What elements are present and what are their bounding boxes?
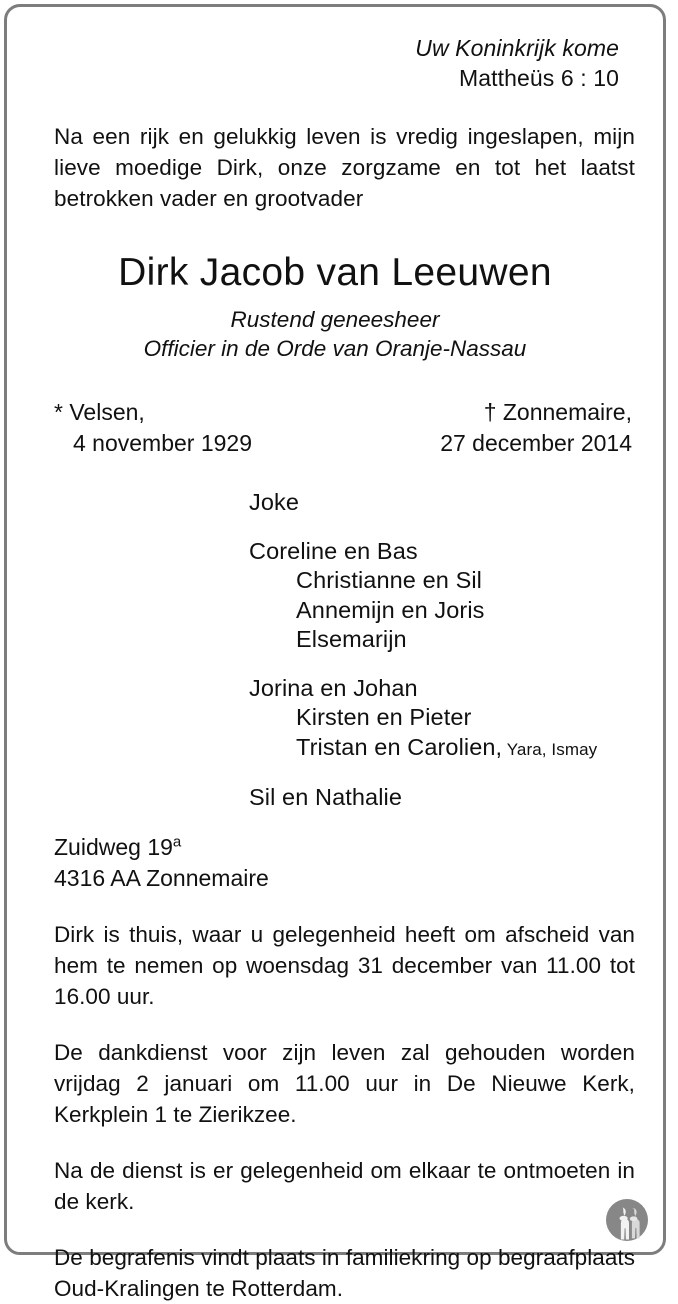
obituary-content bbox=[7, 7, 663, 1301]
family-list bbox=[33, 488, 637, 813]
family-child bbox=[249, 733, 637, 765]
family-child-main: Elsemarijn bbox=[296, 626, 407, 652]
epigraph-quote: Uw Koninkrijk kome bbox=[415, 35, 619, 61]
family-child-main: Christianne en Sil bbox=[296, 567, 482, 593]
death-info bbox=[440, 397, 632, 459]
family-group bbox=[249, 783, 637, 813]
family-child bbox=[249, 703, 637, 733]
notice-service: De dankdienst voor zijn leven zal gehouden worden vrijdag 2 januari om 11.00 uur in De Nieuwe Kerk, Kerkplein 1 te Zierikzee. bbox=[54, 1039, 635, 1127]
death-place: † Zonnemaire, bbox=[483, 399, 632, 425]
family-grandchildren: Yara, Ismay bbox=[502, 739, 598, 759]
epigraph-reference: Mattheüs 6 : 10 bbox=[458, 65, 619, 91]
notice-viewing: Dirk is thuis, waar u gelegenheid heeft om afscheid van hem te nemen op woensdag 31 december van 11.00 tot 16.00 uur. bbox=[54, 921, 635, 1009]
notice-burial: De begrafenis vindt plaats in familiekring op begraafplaats Oud-Kralingen te Rotterdam. bbox=[54, 1244, 635, 1301]
family-group bbox=[249, 537, 637, 655]
notice-gathering: Na de dienst is er gelegenheid om elkaar te ontmoeten in de kerk. bbox=[54, 1157, 635, 1214]
family-child-main: Kirsten en Pieter bbox=[296, 704, 472, 730]
deceased-titles bbox=[33, 305, 637, 363]
address-street-suffix: a bbox=[172, 832, 182, 850]
birth-date: 4 november 1929 bbox=[73, 430, 253, 456]
intro-paragraph: Na een rijk en gelukkig leven is vredig ingeslapen, mijn lieve moedige Dirk, onze zorgzame en tot het laatst betrokken vader en grootvader bbox=[54, 124, 635, 211]
family-child bbox=[249, 566, 637, 596]
family-child-main: Tristan en Carolien, bbox=[296, 733, 503, 760]
family-child bbox=[249, 596, 637, 626]
address-postal-city: 4316 AA Zonnemaire bbox=[54, 864, 269, 891]
family-parent: Coreline en Bas bbox=[249, 537, 418, 564]
obituary-card bbox=[4, 4, 666, 1301]
family-child-main: Annemijn en Joris bbox=[296, 596, 485, 623]
deceased-title-honour: Officier in de Orde van Oranje-Nassau bbox=[143, 336, 527, 361]
family-parent: Sil en Nathalie bbox=[249, 784, 403, 810]
family-parent: Joke bbox=[249, 489, 300, 515]
deceased-name: Dirk Jacob van Leeuwen bbox=[118, 251, 552, 294]
birth-place: * Velsen, bbox=[54, 399, 145, 425]
family-group bbox=[249, 488, 637, 518]
epigraph bbox=[33, 33, 637, 93]
family-group bbox=[249, 674, 637, 765]
address-block bbox=[33, 832, 637, 894]
funeral-home-logo-icon bbox=[605, 1198, 649, 1242]
life-dates bbox=[33, 397, 637, 459]
funeral-home-logo bbox=[605, 1198, 649, 1242]
death-date: 27 december 2014 bbox=[440, 430, 632, 456]
deceased-title-profession: Rustend geneesheer bbox=[230, 307, 440, 332]
address-street-line bbox=[54, 832, 637, 863]
address-street: Zuidweg 19 bbox=[54, 833, 173, 860]
family-child bbox=[249, 625, 637, 655]
family-parent: Jorina en Johan bbox=[249, 674, 418, 701]
birth-info bbox=[54, 397, 252, 459]
